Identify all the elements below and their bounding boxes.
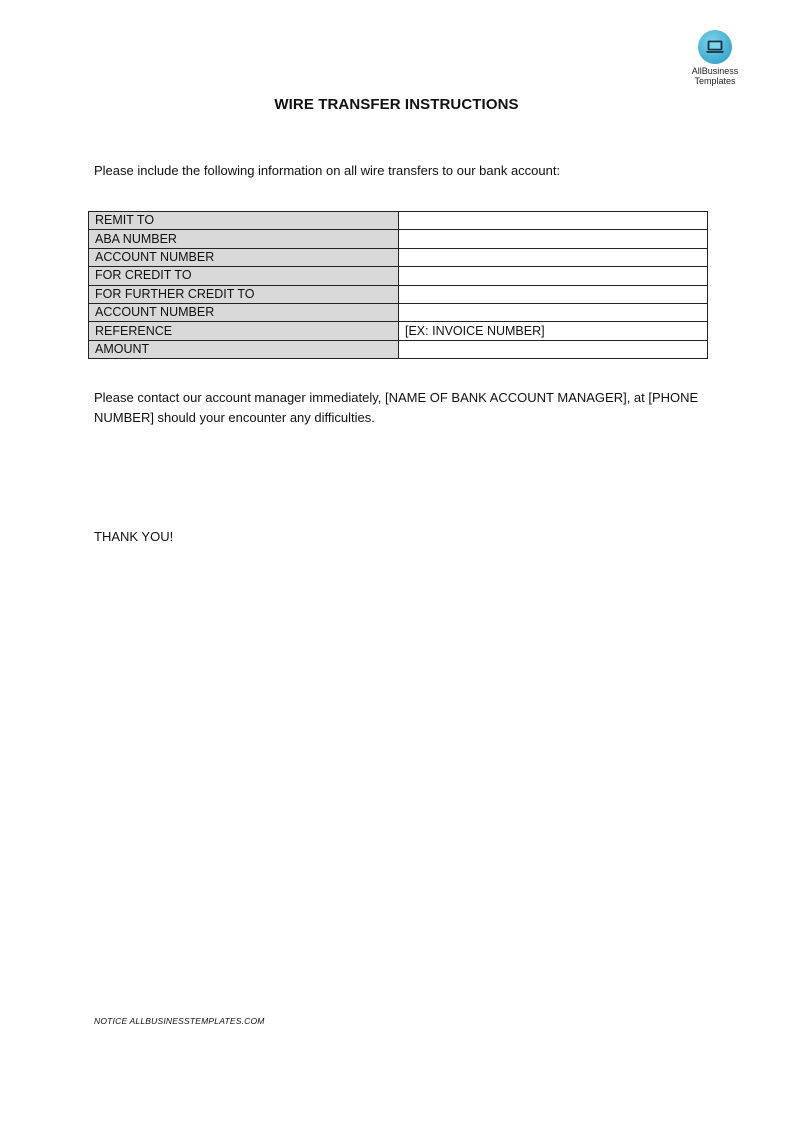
- logo-text: AllBusiness Templates: [691, 66, 739, 86]
- table-row: [89, 285, 708, 303]
- brand-logo: [684, 30, 746, 86]
- footer-notice: NOTICE ALLBUSINESSTEMPLATES.COM: [94, 1016, 265, 1026]
- intro-text: Please include the following information on all wire transfers to our bank account:: [94, 163, 561, 178]
- field-label: AMOUNT: [89, 340, 399, 358]
- field-value[interactable]: [399, 248, 708, 266]
- thank-you-text: THANK YOU!: [94, 529, 174, 544]
- table-row: [89, 267, 708, 285]
- field-label: ACCOUNT NUMBER: [89, 248, 399, 266]
- field-value[interactable]: [399, 267, 708, 285]
- laptop-icon: [698, 30, 732, 64]
- contact-text: Please contact our account manager immediately, [NAME OF BANK ACCOUNT MANAGER], at [PHONE NUMBER] should your encounter any difficulties.: [94, 390, 699, 425]
- table-row: [89, 248, 708, 266]
- table-row: [89, 322, 708, 340]
- field-label: ACCOUNT NUMBER: [89, 303, 399, 321]
- field-value[interactable]: [EX: INVOICE NUMBER]: [399, 322, 708, 340]
- table-row: [89, 212, 708, 230]
- table-row: [89, 230, 708, 248]
- field-label: REFERENCE: [89, 322, 399, 340]
- wire-info-table: [88, 211, 708, 359]
- field-value[interactable]: [399, 285, 708, 303]
- field-value[interactable]: [399, 340, 708, 358]
- field-value[interactable]: [399, 303, 708, 321]
- field-value[interactable]: [399, 230, 708, 248]
- field-value[interactable]: [399, 212, 708, 230]
- field-label: FOR FURTHER CREDIT TO: [89, 285, 399, 303]
- table-row: [89, 340, 708, 358]
- field-label: REMIT TO: [89, 212, 399, 230]
- table-row: [89, 303, 708, 321]
- field-label: ABA NUMBER: [89, 230, 399, 248]
- field-label: FOR CREDIT TO: [89, 267, 399, 285]
- page-title: WIRE TRANSFER INSTRUCTIONS: [274, 96, 519, 113]
